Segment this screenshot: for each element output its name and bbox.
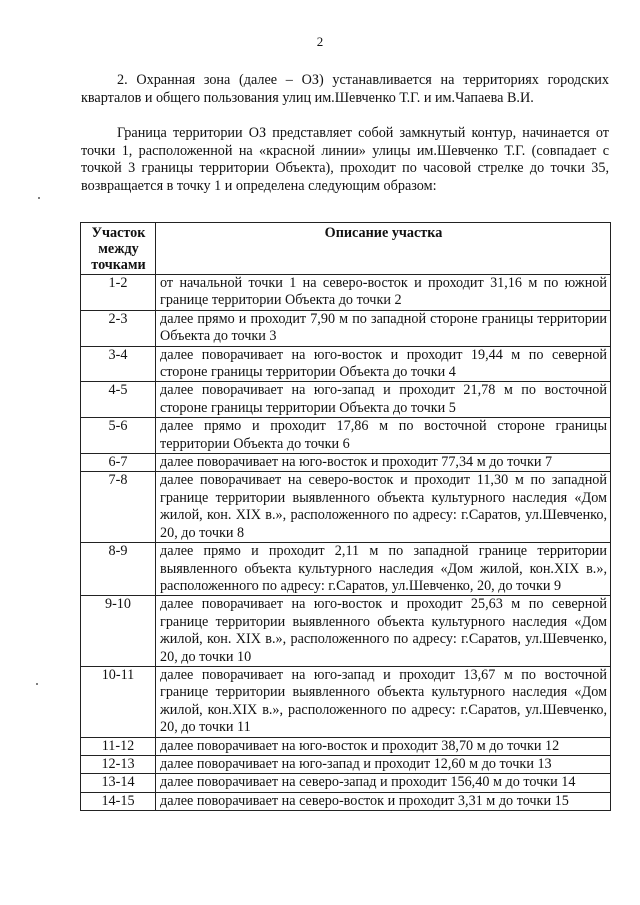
table-row (81, 454, 611, 472)
header-segment: Участок между точками (81, 223, 156, 275)
description-cell: далее поворачивает на юго-восток и проходит 77,34 м до точки 7 (156, 454, 611, 472)
description-cell: далее поворачивает на северо-запад и проходит 156,40 м до точки 14 (156, 774, 611, 792)
scan-speck (36, 683, 38, 685)
table-row (81, 472, 611, 543)
page-number: 2 (316, 34, 324, 49)
table-row (81, 543, 611, 596)
paragraph-boundary-description: Граница территории ОЗ представляет собой замкнутый контур, начинается от точки 1, расположенной на «красной линии» улицы им.Шевченко Т.Г. (совпадает с точкой 3 границы территории Объекта), проходит по часовой стрелке до точки 35, возвращается в точку 1 и определена следующим образом: (81, 125, 609, 194)
segment-cell: 11-12 (81, 737, 156, 755)
description-cell: далее поворачивает на юго-запад и проходит 13,67 м по восточной границе территории выявленного объекта культурного наследия «Дом жилой, кон.XIX в.», расположенного по адресу: г.Саратов, ул.Шевченко, 20, до точки 11 (156, 666, 611, 737)
segment-cell: 8-9 (81, 543, 156, 596)
header-description: Описание участка (156, 223, 611, 275)
segment-cell: 13-14 (81, 774, 156, 792)
description-cell: далее поворачивает на юго-восток и проходит 25,63 м по северной границе территории выявленного объекта культурного наследия «Дом жилой, кон. XIX в.», расположенного по адресу: г.Саратов, ул.Шевченко, 20, до точки 10 (156, 596, 611, 667)
description-cell: далее поворачивает на юго-восток и проходит 38,70 м до точки 12 (156, 737, 611, 755)
description-cell: далее поворачивает на северо-восток и проходит 11,30 м по западной границе территории выявленного объекта культурного наследия «Дом жилой, кон. XIX в.», расположенного по адресу: г.Саратов, ул.Шевченко, 20, до точки 8 (156, 472, 611, 543)
table-row (81, 596, 611, 667)
segment-cell: 12-13 (81, 755, 156, 773)
description-cell: далее поворачивает на северо-восток и проходит 3,31 м до точки 15 (156, 792, 611, 810)
segment-cell: 9-10 (81, 596, 156, 667)
table-row (81, 310, 611, 346)
table-row (81, 737, 611, 755)
scan-speck (38, 197, 40, 199)
segment-cell: 6-7 (81, 454, 156, 472)
segment-cell: 7-8 (81, 472, 156, 543)
table-row (81, 382, 611, 418)
segment-cell: 5-6 (81, 418, 156, 454)
segment-cell: 1-2 (81, 275, 156, 311)
segment-cell: 14-15 (81, 792, 156, 810)
description-cell: далее поворачивает на юго-запад и проходит 21,78 м по восточной стороне границы территории Объекта до точки 5 (156, 382, 611, 418)
table-row (81, 755, 611, 773)
table-row (81, 275, 611, 311)
segment-cell: 4-5 (81, 382, 156, 418)
table-row (81, 666, 611, 737)
segment-cell: 10-11 (81, 666, 156, 737)
segment-cell: 2-3 (81, 310, 156, 346)
table-header-row (81, 223, 611, 275)
boundary-segments-table (80, 222, 611, 811)
description-cell: далее прямо и проходит 7,90 м по западной стороне границы территории Объекта до точки 3 (156, 310, 611, 346)
table-row (81, 346, 611, 382)
description-cell: далее поворачивает на юго-запад и проходит 12,60 м до точки 13 (156, 755, 611, 773)
description-cell: от начальной точки 1 на северо-восток и проходит 31,16 м по южной границе территории Объекта до точки 2 (156, 275, 611, 311)
table-row (81, 792, 611, 810)
table-row (81, 774, 611, 792)
segment-cell: 3-4 (81, 346, 156, 382)
paragraph-protection-zone: 2. Охранная зона (далее – ОЗ) устанавливается на территориях городских кварталов и общего пользования улиц им.Шевченко Т.Г. и им.Чапаева В.И. (81, 72, 609, 106)
description-cell: далее поворачивает на юго-восток и проходит 19,44 м по северной стороне границы территории Объекта до точки 4 (156, 346, 611, 382)
description-cell: далее прямо и проходит 2,11 м по западной границе территории выявленного объекта культурного наследия «Дом жилой, кон.XIX в.», расположенного по адресу: г.Саратов, ул.Шевченко, 20, до точки 9 (156, 543, 611, 596)
description-cell: далее прямо и проходит 17,86 м по восточной стороне границы территории Объекта до точки 6 (156, 418, 611, 454)
table-row (81, 418, 611, 454)
